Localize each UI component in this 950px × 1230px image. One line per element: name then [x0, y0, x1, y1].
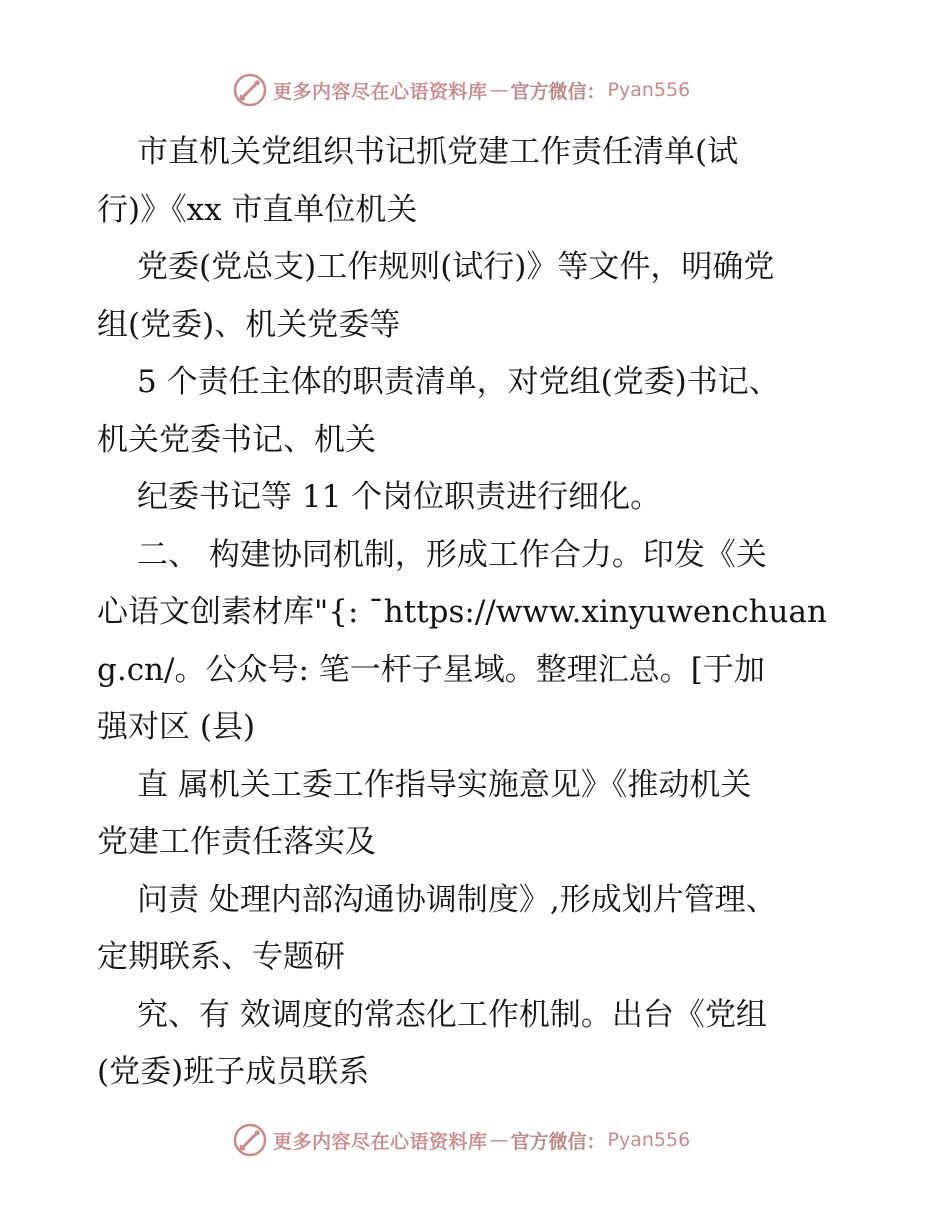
text-line: 市直机关党组织书记抓党建工作责任清单(试	[137, 134, 739, 170]
watermark-slogan: 更多内容尽在心语资料库	[273, 1130, 488, 1153]
text-line: (党委)班子成员联系	[97, 1054, 370, 1090]
text-line: g.cn/。公众号: 笔一杆子星域。整理汇总。[于加	[97, 651, 765, 688]
text-line: 二、 构建协同机制，形成工作合力。印发《关	[137, 536, 767, 573]
watermark-wechat-label: 官方微信：	[510, 80, 606, 103]
quill-logo-icon	[233, 1123, 267, 1157]
quill-logo-icon	[233, 73, 267, 107]
watermark-separator: —	[489, 1129, 509, 1151]
watermark-wechat-id: Pyan556	[607, 1129, 691, 1151]
text-line: 问责 处理内部沟通协调制度》,形成划片管理、	[137, 881, 777, 918]
text-line: 心语文创素材库"{: ¯https://www.xinyuwenchuan	[97, 594, 827, 630]
text-line: 强对区 (县)	[97, 709, 256, 745]
watermark-separator: —	[489, 79, 509, 101]
text-line: 纪委书记等 11 个岗位职责进行细化。	[137, 479, 662, 515]
text-line: 组(党委)、机关党委等	[97, 306, 401, 343]
watermark-banner-bottom	[233, 1123, 690, 1157]
text-line: 行)》《xx 市直单位机关	[97, 191, 418, 228]
text-line: 5 个责任主体的职责清单，对党组(党委)书记、	[137, 364, 780, 400]
text-line: 机关党委书记、机关	[97, 421, 376, 458]
watermark-banner-top	[233, 73, 690, 107]
watermark-wechat-id: Pyan556	[607, 79, 691, 101]
document-body	[97, 124, 857, 1102]
text-line: 党委(党总支)工作规则(试行)》等文件，明确党	[137, 249, 775, 285]
text-line: 党建工作责任落实及	[97, 824, 376, 860]
text-line: 定期联系、专题研	[97, 939, 345, 975]
watermark-wechat-label: 官方微信：	[510, 1130, 606, 1153]
watermark-slogan: 更多内容尽在心语资料库	[273, 80, 488, 103]
text-line: 直 属机关工委工作指导实施意见》《推动机关	[137, 766, 752, 803]
text-line: 究、有 效调度的常态化工作机制。出台《党组	[137, 996, 767, 1033]
